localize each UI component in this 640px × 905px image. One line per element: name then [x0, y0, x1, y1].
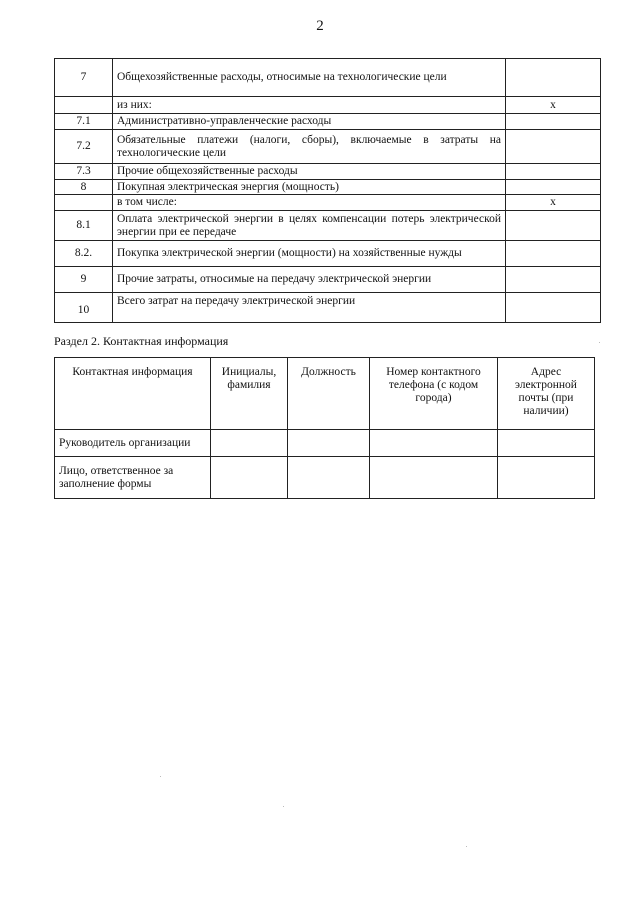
row-number: 10: [55, 293, 113, 323]
table-row: [55, 180, 601, 195]
table-row: [55, 130, 601, 164]
row-description: Прочие общехозяйственные расходы: [113, 164, 506, 180]
contact-role: Лицо, ответственное за заполнение формы: [55, 457, 211, 499]
row-number: [55, 195, 113, 211]
row-number: 8: [55, 180, 113, 195]
initials-cell[interactable]: [211, 430, 288, 457]
table-row: [55, 211, 601, 241]
table-header-row: [55, 358, 595, 430]
column-header: Контактная информация: [55, 358, 211, 430]
row-value: [506, 211, 601, 241]
table-row: [55, 457, 595, 499]
row-value: x: [506, 97, 601, 114]
scan-speck: [160, 776, 161, 777]
column-header: Должность: [288, 358, 370, 430]
row-number: 8.1: [55, 211, 113, 241]
table-row: [55, 114, 601, 130]
table-row: [55, 164, 601, 180]
row-description: Административно-управленческие расходы: [113, 114, 506, 130]
row-value: x: [506, 195, 601, 211]
expenses-table: [54, 58, 601, 323]
section-title: Раздел 2. Контактная информация: [54, 334, 229, 348]
row-value: [506, 180, 601, 195]
row-number: 7.2: [55, 130, 113, 164]
table-row: [55, 97, 601, 114]
position-cell[interactable]: [288, 430, 370, 457]
row-description: Оплата электрической энергии в целях компенсации потерь электрической энергии при ее передаче: [113, 211, 506, 241]
row-number: 7.1: [55, 114, 113, 130]
row-description: Покупка электрической энергии (мощности) на хозяйственные нужды: [113, 241, 506, 267]
row-value: [506, 59, 601, 97]
scan-speck: [599, 342, 600, 343]
row-value: [506, 114, 601, 130]
table-row: [55, 430, 595, 457]
row-description: из них:: [113, 97, 506, 114]
column-header: Инициалы, фамилия: [211, 358, 288, 430]
row-number: 7.3: [55, 164, 113, 180]
table-row: [55, 267, 601, 293]
table-row: [55, 59, 601, 97]
row-description: Обязательные платежи (налоги, сборы), включаемые в затраты на технологические цели: [113, 130, 506, 164]
row-description: Покупная электрическая энергия (мощность): [113, 180, 506, 195]
row-description: Прочие затраты, относимые на передачу электрической энергии: [113, 267, 506, 293]
table-row: [55, 195, 601, 211]
column-header: Номер контактного телефона (с кодом города): [370, 358, 498, 430]
email-cell[interactable]: [498, 457, 595, 499]
row-number: 7: [55, 59, 113, 97]
scan-speck: [283, 806, 284, 807]
row-value: [506, 293, 601, 323]
phone-cell[interactable]: [370, 457, 498, 499]
scan-speck: [466, 846, 467, 847]
row-number: 9: [55, 267, 113, 293]
contacts-table: [54, 357, 595, 499]
contact-role: Руководитель организации: [55, 430, 211, 457]
row-value: [506, 241, 601, 267]
row-value: [506, 164, 601, 180]
row-number: 8.2.: [55, 241, 113, 267]
row-value: [506, 130, 601, 164]
position-cell[interactable]: [288, 457, 370, 499]
row-description: в том числе:: [113, 195, 506, 211]
table-row: [55, 241, 601, 267]
initials-cell[interactable]: [211, 457, 288, 499]
row-number: [55, 97, 113, 114]
column-header: Адрес электронной почты (при наличии): [498, 358, 595, 430]
email-cell[interactable]: [498, 430, 595, 457]
row-description: Всего затрат на передачу электрической энергии: [113, 293, 506, 323]
row-value: [506, 267, 601, 293]
page-number: 2: [316, 18, 324, 34]
phone-cell[interactable]: [370, 430, 498, 457]
row-description: Общехозяйственные расходы, относимые на технологические цели: [113, 59, 506, 97]
table-row: [55, 293, 601, 323]
